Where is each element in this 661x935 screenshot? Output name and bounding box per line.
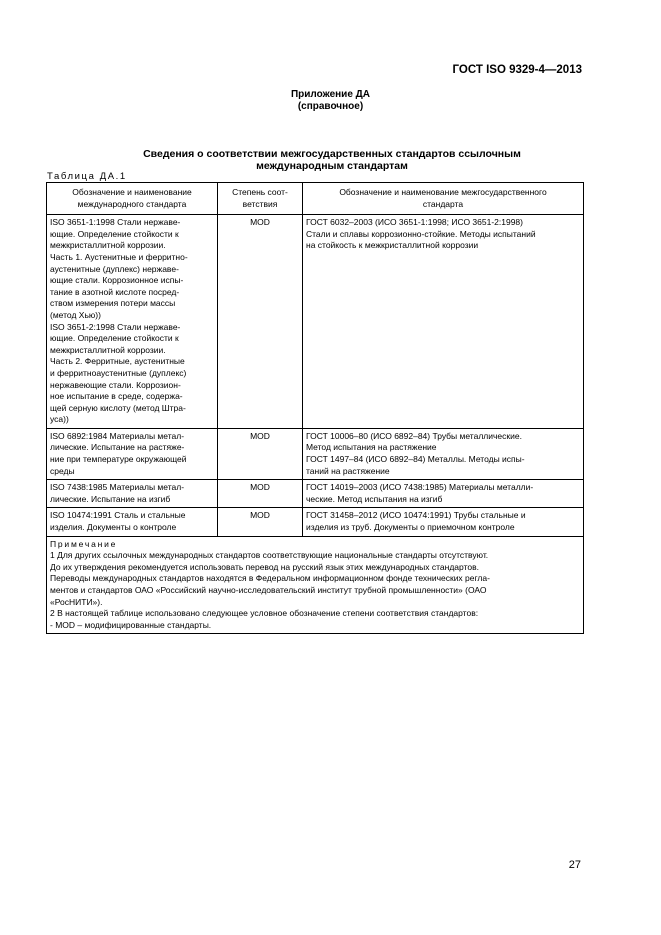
cell-line: межкристаллитной коррозии. <box>50 344 166 355</box>
degree-cell: MOD <box>218 480 303 508</box>
cell-line: ГОСТ 31458–2012 (ИСО 10474:1991) Трубы стальные и <box>306 510 526 521</box>
cell-line: ГОСТ 14019–2003 (ИСО 7438:1985) Материалы металли- <box>306 482 534 493</box>
cell-line: ние при температуре окружающей <box>50 454 187 465</box>
note-line: 1 Для других ссылочных международных стандартов соответствующие национальные стандарты отсутствуют. <box>50 550 489 561</box>
table-caption: Таблица ДА.1 <box>47 171 127 182</box>
cell-line: таний на растяжение <box>306 465 390 476</box>
header-line: Обозначение и наименование межгосударственного <box>339 187 547 197</box>
cell-line: ГОСТ 10006–80 (ИСО 6892–84) Трубы металлические. <box>306 430 522 441</box>
cell-line: ISO 3651-2:1998 Стали нержаве- <box>50 321 181 332</box>
cell-line: тание в азотной кислоте посред- <box>50 286 180 297</box>
cell-line: ISO 7438:1985 Материалы метал- <box>50 482 185 493</box>
cell-line: лические. Испытание на растяже- <box>50 442 185 453</box>
header-cell-intl <box>47 183 218 215</box>
cell-line: среды <box>50 465 75 476</box>
cell-line: Метод испытания на растяжение <box>306 442 437 453</box>
cell-line: (метод Хью)) <box>50 309 101 320</box>
intl-standard-cell <box>47 480 218 508</box>
degree-cell: MOD <box>218 428 303 479</box>
table-note <box>47 536 584 634</box>
header-line: Степень соот- <box>232 187 288 197</box>
cell-line: ческие. Метод испытания на изгиб <box>306 493 443 504</box>
cell-line: ISO 10474:1991 Сталь и стальные <box>50 510 186 521</box>
cell-line: ISO 6892:1984 Материалы метал- <box>50 430 185 441</box>
header-line: Обозначение и наименование <box>72 187 192 197</box>
cell-line: Часть 2. Ферритные, аустенитные <box>50 356 185 367</box>
note-line: «РосНИТИ»). <box>50 596 103 607</box>
cell-line: изделия из труб. Документы о приемочном контроле <box>306 522 515 533</box>
section-title <box>47 148 617 172</box>
national-standard-cell <box>303 480 584 508</box>
cell-line: Стали и сплавы коррозионно-стойкие. Методы испытаний <box>306 228 536 239</box>
cell-line: и ферритноаустенитные (дуплекс) <box>50 367 187 378</box>
cell-line: изделия. Документы о контроле <box>50 522 177 533</box>
cell-line: ющие. Определение стойкости к <box>50 228 179 239</box>
note-line: - MOD – модифицированные стандарты. <box>50 619 212 630</box>
cell-line: аустенитные (дуплекс) нержаве- <box>50 263 179 274</box>
cell-line: ющие. Определение стойкости к <box>50 333 179 344</box>
national-standard-cell <box>303 428 584 479</box>
note-heading: Примечание <box>50 538 118 549</box>
table-row <box>47 508 584 536</box>
section-title-line: международным стандартам <box>256 160 408 172</box>
cell-line: ющие стали. Коррозионное испы- <box>50 275 184 286</box>
national-standard-cell <box>303 215 584 429</box>
degree-cell: MOD <box>218 508 303 536</box>
note-line: ментов и стандартов ОАО «Российский научно-исследовательский институт трубной промышленности» (ОАО <box>50 585 487 595</box>
intl-standard-cell <box>47 215 218 429</box>
cell-line: лические. Испытание на изгиб <box>50 493 171 504</box>
page-number: 27 <box>568 859 581 871</box>
cell-line: на стойкость к межкристаллитной коррозии <box>306 240 479 251</box>
cell-line: межкристаллитной коррозии. <box>50 240 166 251</box>
document-code: ГОСТ ISO 9329-4—2013 <box>452 64 582 76</box>
cell-line: ное испытание в среде, содержа- <box>50 391 183 402</box>
table-row <box>47 215 584 429</box>
cell-line: ISO 3651-1:1998 Стали нержаве- <box>50 217 181 228</box>
section-title-line: Сведения о соответствии межгосударственных стандартов ссылочным <box>143 148 521 160</box>
intl-standard-cell <box>47 428 218 479</box>
note-line: 2 В настоящей таблице использовано следующее условное обозначение степени соответствия стандартов: <box>50 608 479 619</box>
correspondence-table <box>46 182 584 634</box>
annex-heading <box>0 89 661 113</box>
cell-line: Часть 1. Аустенитные и ферритно- <box>50 251 188 262</box>
header-cell-nat <box>303 183 584 215</box>
annex-subtitle: (справочное) <box>297 101 364 112</box>
header-line: ветствия <box>242 198 278 209</box>
header-line: международного стандарта <box>77 198 187 209</box>
cell-line: ством измерения потери массы <box>50 298 176 309</box>
header-cell-degree <box>218 183 303 215</box>
note-line: До их утверждения рекомендуется использовать перевод на русский язык этих международных стандартов. <box>50 561 479 572</box>
cell-line: ГОСТ 6032–2003 (ИСО 3651-1:1998; ИСО 3651-2:1998) <box>306 217 523 228</box>
table-header-row <box>47 183 584 215</box>
cell-line: уса)) <box>50 414 69 425</box>
note-line: Переводы международных стандартов находятся в Федеральном информационном фонде технических регла- <box>50 573 490 584</box>
table-row <box>47 480 584 508</box>
table-row <box>47 428 584 479</box>
table-note-row <box>47 536 584 634</box>
annex-title: Приложение ДА <box>290 89 371 100</box>
degree-cell: MOD <box>218 215 303 429</box>
header-line: стандарта <box>422 198 464 209</box>
cell-line: нержавеющие стали. Коррозион- <box>50 379 181 390</box>
cell-line: ГОСТ 1497–84 (ИСО 6892–84) Металлы. Методы испы- <box>306 454 525 465</box>
intl-standard-cell <box>47 508 218 536</box>
cell-line: щей серную кислоту (метод Штра- <box>50 402 186 413</box>
national-standard-cell <box>303 508 584 536</box>
